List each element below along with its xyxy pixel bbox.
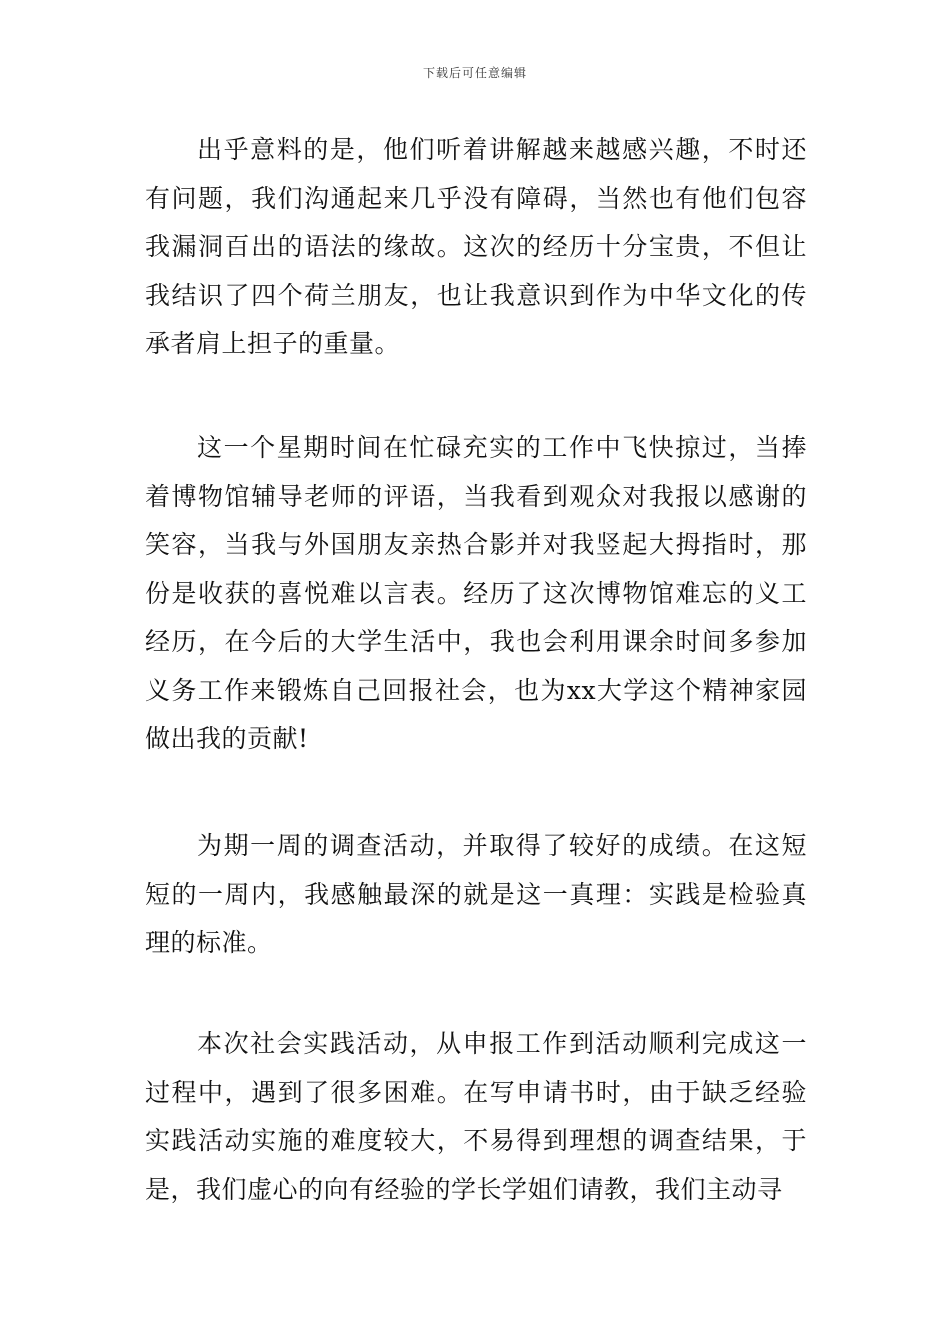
- paragraph-3: 为期一周的调查活动，并取得了较好的成绩。在这短短的一周内，我感触最深的就是这一真理：实践是检验真理的标准。: [145, 831, 807, 957]
- paragraph-2: 这一个星期时间在忙碌充实的工作中飞快掠过，当捧着博物馆辅导老师的评语，当我看到观众对我报以感谢的笑容，当我与外国朋友亲热合影并对我竖起大拇指时，那份是收获的喜悦难以言表。经历了这次博物馆难忘的义工经历，在今后的大学生活中，我也会利用课余时间多参加义务工作来锻炼自己回报社会，也为xx大学这个精神家园做出我的贡献!: [145, 433, 807, 753]
- paragraph-4: 本次社会实践活动，从申报工作到活动顺利完成这一过程中，遇到了很多困难。在写申请书时，由于缺乏经验实践活动实施的难度较大，不易得到理想的调查结果，于是，我们虚心的向有经验的学长学姐们请教，我们主动寻: [145, 1029, 807, 1204]
- header-note: 下载后可任意编辑: [422, 66, 527, 80]
- paragraph-1: 出乎意料的是，他们听着讲解越来越感兴趣，不时还有问题，我们沟通起来几乎没有障碍，当然也有他们包容我漏洞百出的语法的缘故。这次的经历十分宝贵，不但让我结识了四个荷兰朋友，也让我意识到作为中华文化的传承者肩上担子的重量。: [145, 135, 807, 358]
